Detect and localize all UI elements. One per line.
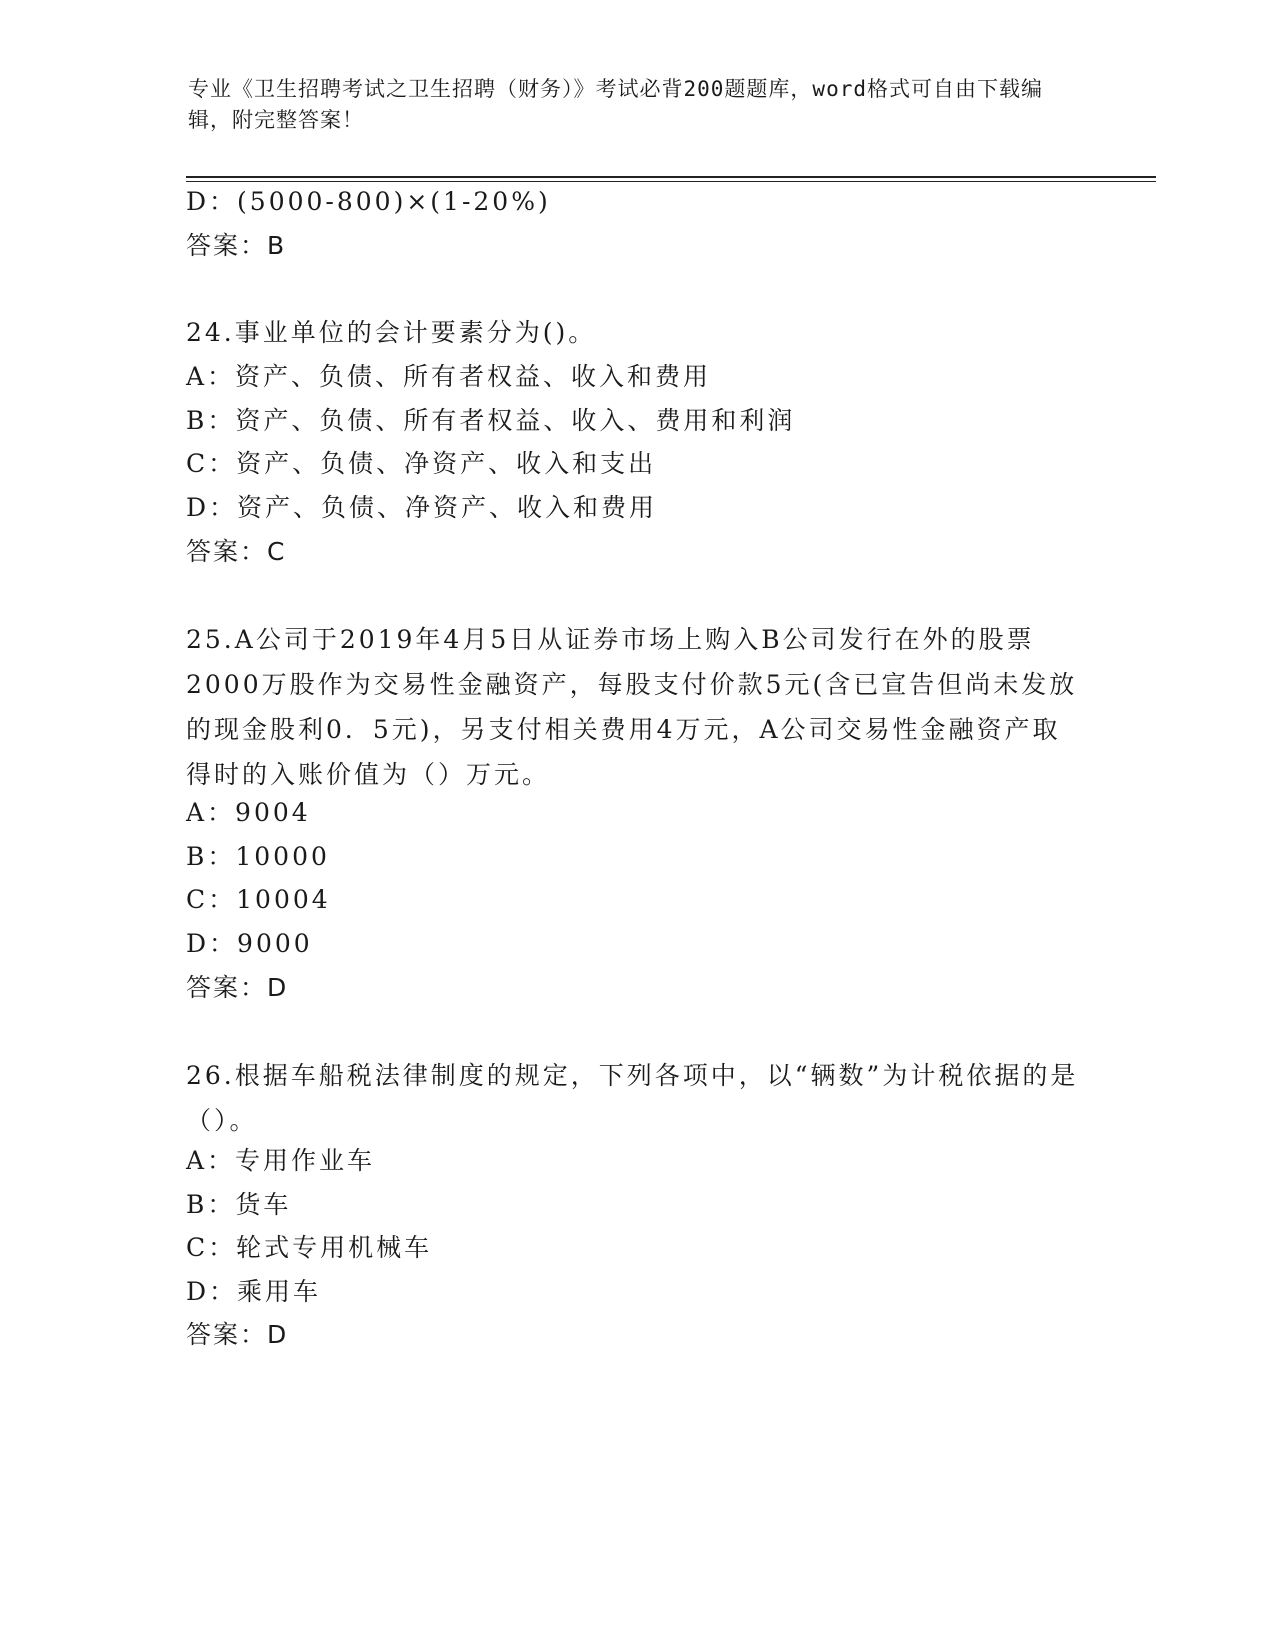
q24-answer: 答案：C <box>186 537 287 566</box>
q26-option-b: B：货车 <box>186 1190 292 1219</box>
prev-option-d: D：(5000-800)×(1-20%) <box>186 187 551 216</box>
q26-option-a: A：专用作业车 <box>186 1146 376 1175</box>
document-header: 专业《卫生招聘考试之卫生招聘（财务）》考试必背200题题库，word格式可自由下载编辑，附完整答案！ <box>188 77 1043 132</box>
q26-answer: 答案：D <box>186 1320 289 1349</box>
prev-answer: 答案：B <box>186 231 287 260</box>
q26-option-c: C：轮式专用机械车 <box>186 1233 433 1262</box>
q25-option-b: B：10000 <box>186 842 330 871</box>
q24-option-d: D：资产、负债、净资产、收入和费用 <box>186 493 658 522</box>
q25-answer: 答案：D <box>186 973 289 1002</box>
q25-option-a: A：9004 <box>186 798 311 827</box>
q24-option-b: B：资产、负债、所有者权益、收入、费用和利润 <box>186 406 796 435</box>
header-rule-thick <box>186 176 1156 178</box>
q25-stem: 25.A公司于2019年4月5日从证券市场上购入B公司发行在外的股票2000万股作为交易性金融资产，每股支付价款5元(含已宣告但尚未发放的现金股利0．5元)，另支付相关费用4万元，A公司交易性金融资产取得时的入账价值为（）万元。 <box>186 625 1078 789</box>
q24-option-a: A：资产、负债、所有者权益、收入和费用 <box>186 362 712 391</box>
q24-stem: 24.事业单位的会计要素分为()。 <box>186 318 597 347</box>
q26-stem: 26.根据车船税法律制度的规定，下列各项中，以“辆数”为计税依据的是（）。 <box>186 1061 1079 1135</box>
q26-option-d: D：乘用车 <box>186 1277 322 1306</box>
q25-option-d: D：9000 <box>186 929 313 958</box>
q25-option-c: C：10004 <box>186 885 331 914</box>
header-rule-thin <box>186 181 1156 182</box>
q24-option-c: C：资产、负债、净资产、收入和支出 <box>186 449 657 478</box>
